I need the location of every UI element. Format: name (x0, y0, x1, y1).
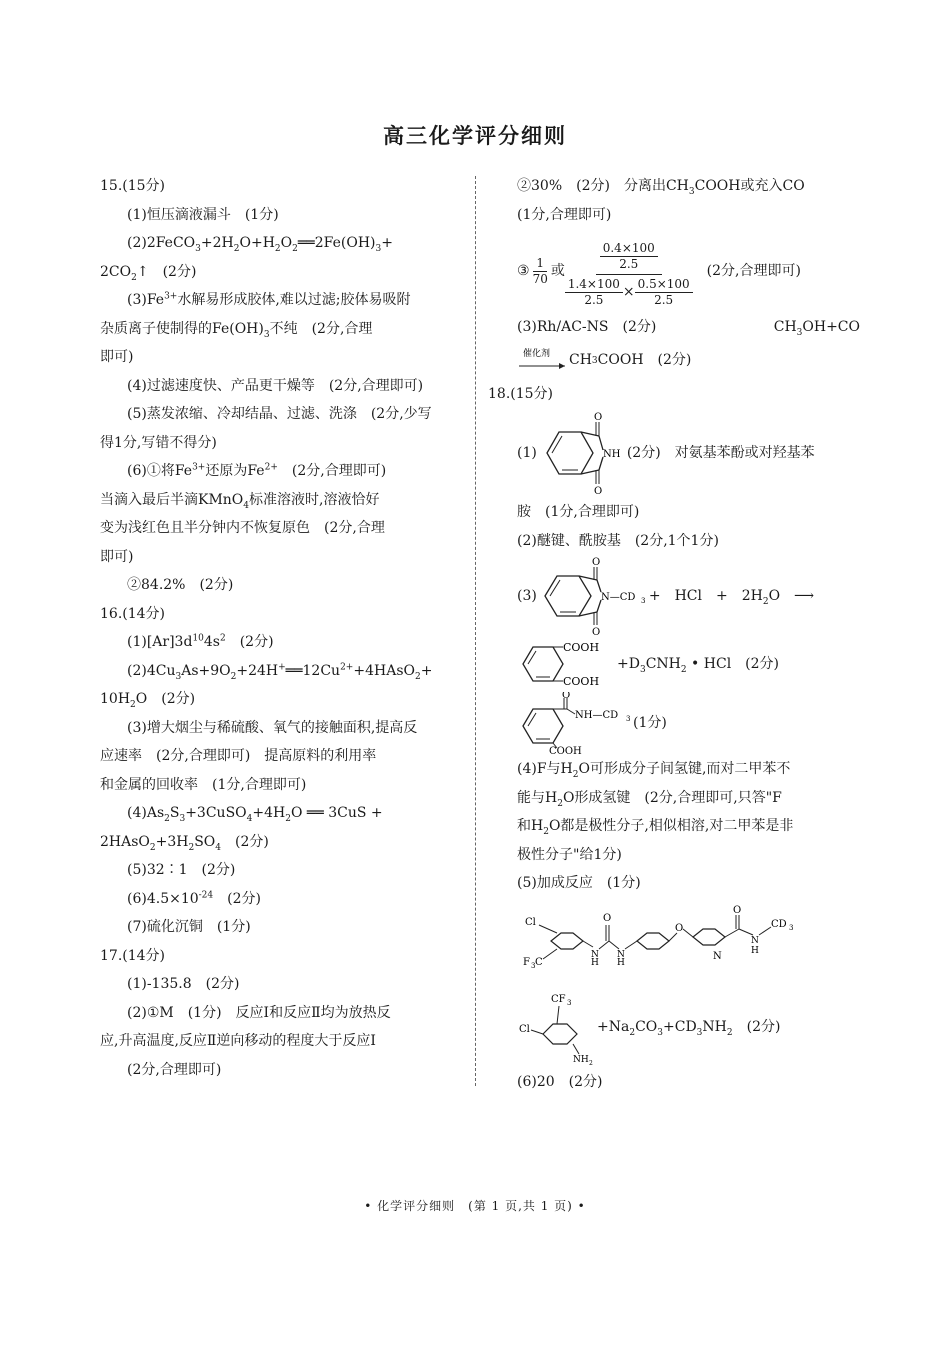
amide-acid-structure (517, 692, 633, 754)
svg-text:NH—CD: NH—CD (575, 710, 619, 721)
svg-text:F: F (523, 956, 530, 968)
q17-answer-3-cont: 催化剂 CH 3 COOH (2分) (490, 342, 860, 380)
q15-answer-5: (5)蒸发浓缩、冷却结晶、过滤、洗涤 (2分,少写 (127, 406, 432, 422)
svg-text:N—CD: N—CD (600, 592, 636, 603)
svg-text:N: N (617, 949, 625, 960)
q15-answer-2: $(2)2FeCO_3+2H_2O+H_2O_2══2Fe(OH)_3+$ (127, 235, 393, 254)
svg-text:O: O (591, 557, 601, 568)
svg-text:H: H (617, 957, 625, 968)
svg-text:O: O (593, 412, 603, 423)
svg-text:CD: CD (771, 918, 787, 930)
n-cd3-phthalimide-structure (537, 556, 649, 636)
svg-text:3: 3 (789, 923, 794, 932)
svg-text:NH: NH (602, 449, 621, 460)
q15-answer-2-cont: $2CO_2↑$ (2分) (100, 263, 197, 283)
q16-answer-6: $(6)4.5\times 10^{-24}$ (2分) (127, 889, 261, 907)
svg-text:COOH: COOH (563, 675, 600, 688)
q18-answer-4-cont2: 和$H_2O$都是极性分子,相似相溶,对二甲苯是非 (517, 818, 794, 837)
svg-text:3: 3 (567, 998, 572, 1007)
aniline-structure (517, 990, 597, 1066)
q16-answer-4-cont: $2HAsO_2+3H_2SO_4$ (2分) (100, 833, 269, 853)
q16-answer-2-cont: $10H_2O$ (2分) (100, 691, 196, 710)
q16-answer-3: (3)增大烟尘与稀硫酸、氧气的接触面积,提高反 (127, 719, 418, 736)
q16-answer-3-cont: 应速率 (2分,合理即可) 提高原料的利用率 (100, 748, 377, 764)
q15-answer-3-end: 即可) (100, 349, 134, 365)
q15-answer-5-cont: 得1分,写错不得分) (100, 434, 217, 451)
svg-text:COOH: COOH (549, 746, 582, 754)
q18-answer-1-cont: 胺 (1分,合理即可) (517, 504, 640, 520)
q17-answer-1: (1)-135.8 (2分) (127, 976, 240, 992)
q16-answer-4: $(4)As_2S_3+3CuSO_4+4H_2O$ ══ 3CuS + (127, 805, 383, 824)
q18-heading: 18.(15分) (488, 385, 554, 402)
q17-answer-2-3: ③ $\frac{1}{70}$ 或 $\frac{0.4\times 100}{2.5}$ $\frac{1.4\times 100}{2.5}$ × $\frac{0.5\times 100}{2.5}$ (2分,合理即可) (490, 229, 860, 313)
q18-answer-5-eq: CF 3 Cl NH 2 $+Na_2CO_3+CD_3NH_2$ (2分) (490, 988, 860, 1068)
svg-text:N: N (713, 950, 722, 962)
svg-text:COOH: COOH (563, 641, 600, 654)
urea-product-structure (517, 903, 817, 983)
q18-answer-3-cont: COOH COOH $+D_3CNH_2$ • HCl (2分) (490, 637, 860, 691)
q15-answer-3: $(3)Fe^{3+}$水解易形成胶体,难以过滤;胶体易吸附 (127, 291, 411, 308)
q17-answer-2-cont: 应,升高温度,反应Ⅱ逆向移动的程度大于反应Ⅰ (100, 1033, 376, 1049)
page-footer: • 化学评分细则 (第 1 页,共 1 页) • (364, 1199, 586, 1213)
svg-text:N: N (591, 949, 599, 960)
svg-text:2: 2 (589, 1059, 593, 1066)
svg-text:H: H (591, 957, 599, 968)
q17-answer-2-2: ②30% (2分) 分离出$CH_3COOH$或充入CO (517, 178, 805, 197)
q15-answer-6-cont: 当滴入最后半滴KMnO$_4$标准溶液时,溶液恰好 (100, 491, 380, 511)
q16-answer-7: (7)硫化沉铜 (1分) (127, 919, 251, 935)
q17-answer-2-end: (2分,合理即可) (127, 1061, 222, 1078)
q16-answer-2: $(2)4Cu_3As+9O_2+24H^+══12Cu^{2+}+4HAsO_2+$ (127, 661, 433, 682)
q15-answer-6-end: 即可) (100, 548, 134, 565)
page-title: 高三化学评分细则 (383, 123, 567, 148)
q16-heading: 16.(14分) (100, 605, 166, 622)
q15-answer-1: (1)恒压滴液漏斗 (1分) (127, 206, 279, 223)
q17-heading: 17.(14分) (100, 947, 166, 964)
svg-text:O: O (603, 912, 612, 924)
q18-answer-5-structure (490, 898, 860, 988)
svg-text:N: N (751, 935, 759, 946)
q18-answer-1: (1) O O NH (2分) 对氨基苯酚或对羟基苯 (517, 412, 815, 496)
column-divider (475, 176, 476, 1086)
q18-answer-3-cont2: O NH—CD 3 COOH (1分) (490, 691, 860, 755)
svg-text:O: O (562, 692, 571, 701)
q16-answer-1: $(1)[Ar]3d^{10}4s^2$ (2分) (127, 633, 274, 650)
svg-text:O: O (733, 904, 742, 916)
q15-answer-6-2: ②84.2% (2分) (127, 577, 234, 593)
compound-fraction: $\frac{0.4\times 100}{2.5}$ $\frac{1.4\times 100}{2.5}$ × $\frac{0.5\times 100}{2.5}$ (565, 234, 693, 308)
q15-answer-3-cont: 杂质离子使制得的$Fe(OH)_3$不纯 (2分,合理 (100, 320, 373, 340)
q18-answer-2: (2)醚键、酰胺基 (2分,1个1分) (517, 532, 719, 549)
svg-text:3: 3 (640, 597, 646, 605)
q17-answer-2-2-cont: (1分,合理即可) (517, 206, 612, 223)
catalyst-arrow-icon (517, 346, 569, 376)
right-column (490, 172, 860, 1096)
q17-answer-3: (3)Rh/AC-NS (2分) $CH_3OH+CO$ (517, 319, 860, 338)
svg-text:Cl: Cl (519, 1023, 530, 1035)
svg-text:NH: NH (573, 1054, 589, 1065)
svg-text:O: O (591, 627, 601, 636)
q18-answer-4-cont: 能与$H_2O$形成氢键 (2分,合理即可,只答"F (517, 789, 782, 809)
q18-answer-4-end: 极性分子"给1分) (517, 846, 622, 863)
q15-answer-6: (6)①将$Fe^{3+}$还原为$Fe^{2+}$ (2分,合理即可) (127, 462, 387, 479)
q18-answer-6: (6)20 (2分) (517, 1073, 603, 1090)
fraction-1-70: $\frac{1}{70}$ (532, 255, 548, 286)
q16-answer-5: (5)32∶1 (2分) (127, 862, 236, 878)
svg-text:C: C (535, 956, 543, 968)
left-column (100, 172, 462, 1084)
svg-text:3: 3 (626, 715, 631, 723)
q15-answer-6-cont2: 变为浅红色且半分钟内不恢复原色 (2分,合理 (100, 520, 385, 536)
q18-answer-5: (5)加成反应 (1分) (517, 875, 641, 891)
svg-text:H: H (751, 945, 759, 956)
phthalimide-structure (537, 410, 627, 496)
svg-text:CF: CF (551, 993, 566, 1005)
svg-text:O: O (593, 486, 603, 496)
q18-answer-4: (4)F与$H_2O$可形成分子间氢键,而对二甲苯不 (517, 761, 791, 780)
q18-answer-3: (3) O O N—CD 3 + HCl + $2H_2O$ ⟶ (517, 557, 815, 636)
svg-text:O: O (675, 922, 684, 934)
svg-text:催化剂: 催化剂 (523, 348, 551, 359)
q16-answer-3-end: 和金属的回收率 (1分,合理即可) (100, 776, 307, 793)
phthalic-acid-structure (517, 639, 617, 689)
q17-answer-2: (2)①M (1分) 反应Ⅰ和反应Ⅱ均为放热反 (127, 1004, 391, 1021)
svg-text:Cl: Cl (525, 916, 536, 928)
svg-text:3: 3 (531, 961, 536, 970)
q15-heading: 15.(15分) (100, 178, 166, 194)
q15-answer-4: (4)过滤速度快、产品更干燥等 (2分,合理即可) (127, 377, 424, 394)
